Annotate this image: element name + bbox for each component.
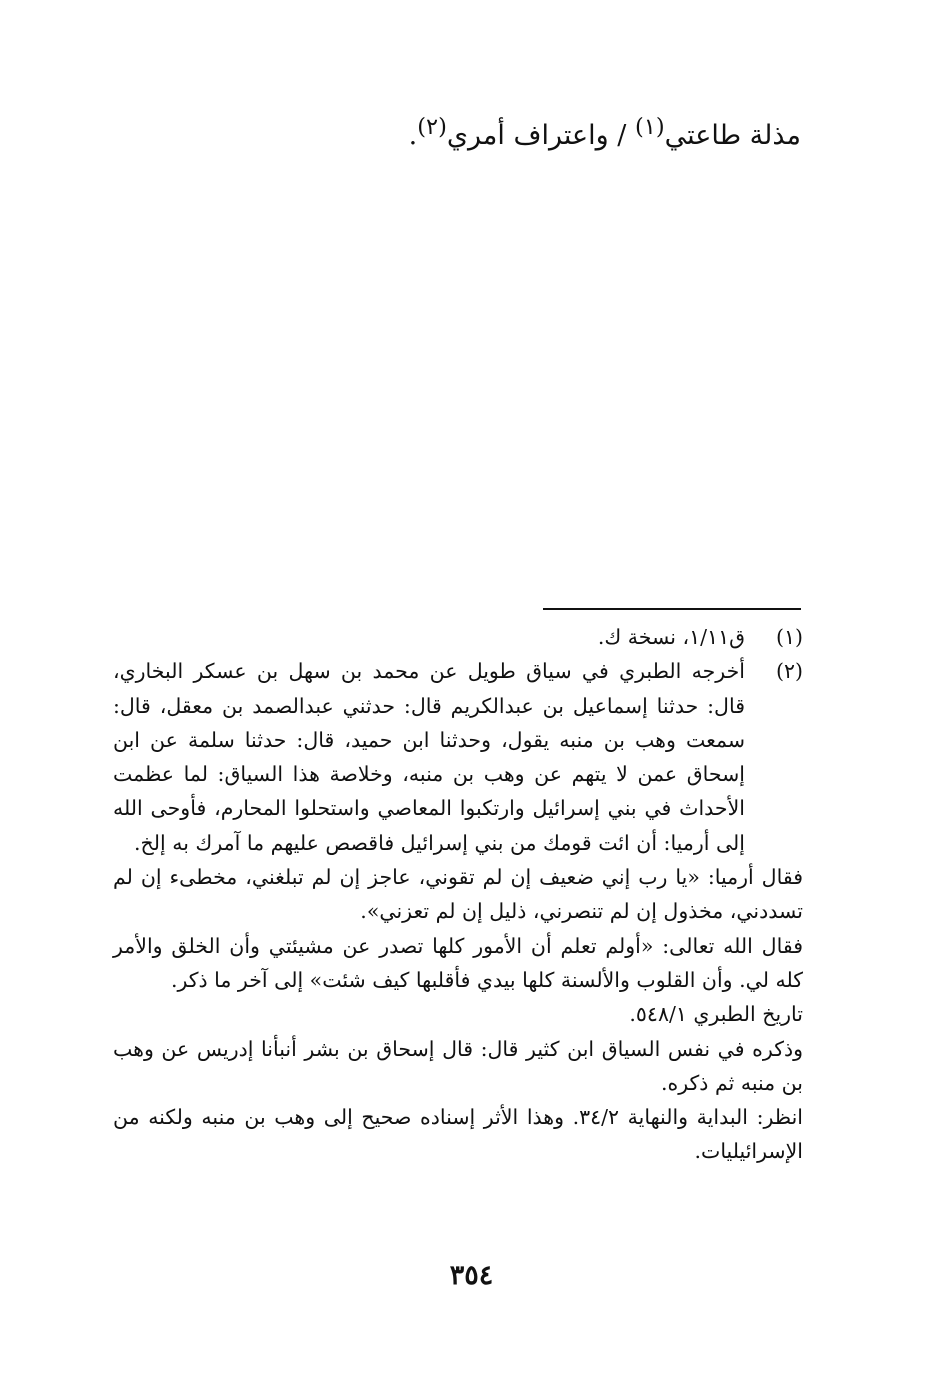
footnote-ref-1: (١) [634, 114, 665, 140]
main-text-line [101, 105, 801, 158]
footnote-2-number: (٢) [775, 659, 803, 684]
main-text: مذلة طاعتي [664, 120, 801, 151]
footnote-1-number: (١) [775, 625, 803, 649]
footnote-1-text: ق١/١١، نسخة ك. [597, 625, 745, 649]
footnote-2-text: أخرجه الطبري في سياق طويل عن محمد بن سهل بن عسكر البخاري، قال: حدثنا إسماعيل بن عبدالكريم قال: حدثني عبدالصمد بن معقل، قال: سمعت وهب بن منبه يقول، وحدثنا ابن حميد، قال: حدثنا سلمة عن ابن إسحاق عمن لا يتهم عن وهب بن منبه، وخلاصة هذا السياق: لما عظمت الأحداث في بني إسرائيل وارتكبوا المعاصي واستحلوا المحارم، فأوحى الله إلى أرميا: أن ائت قومك من بني إسرائيل فاقصص عليهم ما آمرك به إلخ. [113, 659, 745, 855]
footnote-paragraph: فقال أرميا: «يا رب إني ضعيف إن لم تقوني، عاجز إن لم تبلغني، مخطىء إن لم تسددني، مخذول إن لم تنصرني، ذليل إن لم تعزني». [113, 865, 803, 924]
footnote-1 [113, 620, 803, 654]
footnote-separator [543, 608, 801, 610]
page-number: ٣٥٤ [449, 1260, 494, 1291]
main-text-end: . [408, 120, 418, 151]
footnote-paragraph: انظر: البداية والنهاية ٣٤/٢. وهذا الأثر إسناده صحيح إلى وهب بن منبه ولكنه من الإسرائيليات. [113, 1105, 804, 1164]
footnote-ref-2: (٢) [417, 114, 447, 140]
footnotes-section [113, 620, 803, 1169]
footnote-paragraph: فقال الله تعالى: «أولم تعلم أن الأمور كلها تصدر عن مشيئتي وأن الخلق والأمر كله لي. وأن القلوب والألسنة كلها بيدي فأقلبها كيف شئت» إلى آخر ما ذكر. [113, 933, 803, 992]
footnote-paragraph: وذكره في نفس السياق ابن كثير قال: قال إسحاق بن بشر أنبأنا إدريس عن وهب بن منبه ثم ذكره. [113, 1036, 803, 1095]
main-text-continued: / واعتراف أمري [446, 120, 635, 151]
footnote-2 [113, 654, 803, 860]
footnote-paragraph: تاريخ الطبري ٥٤٨/١. [629, 1002, 803, 1027]
